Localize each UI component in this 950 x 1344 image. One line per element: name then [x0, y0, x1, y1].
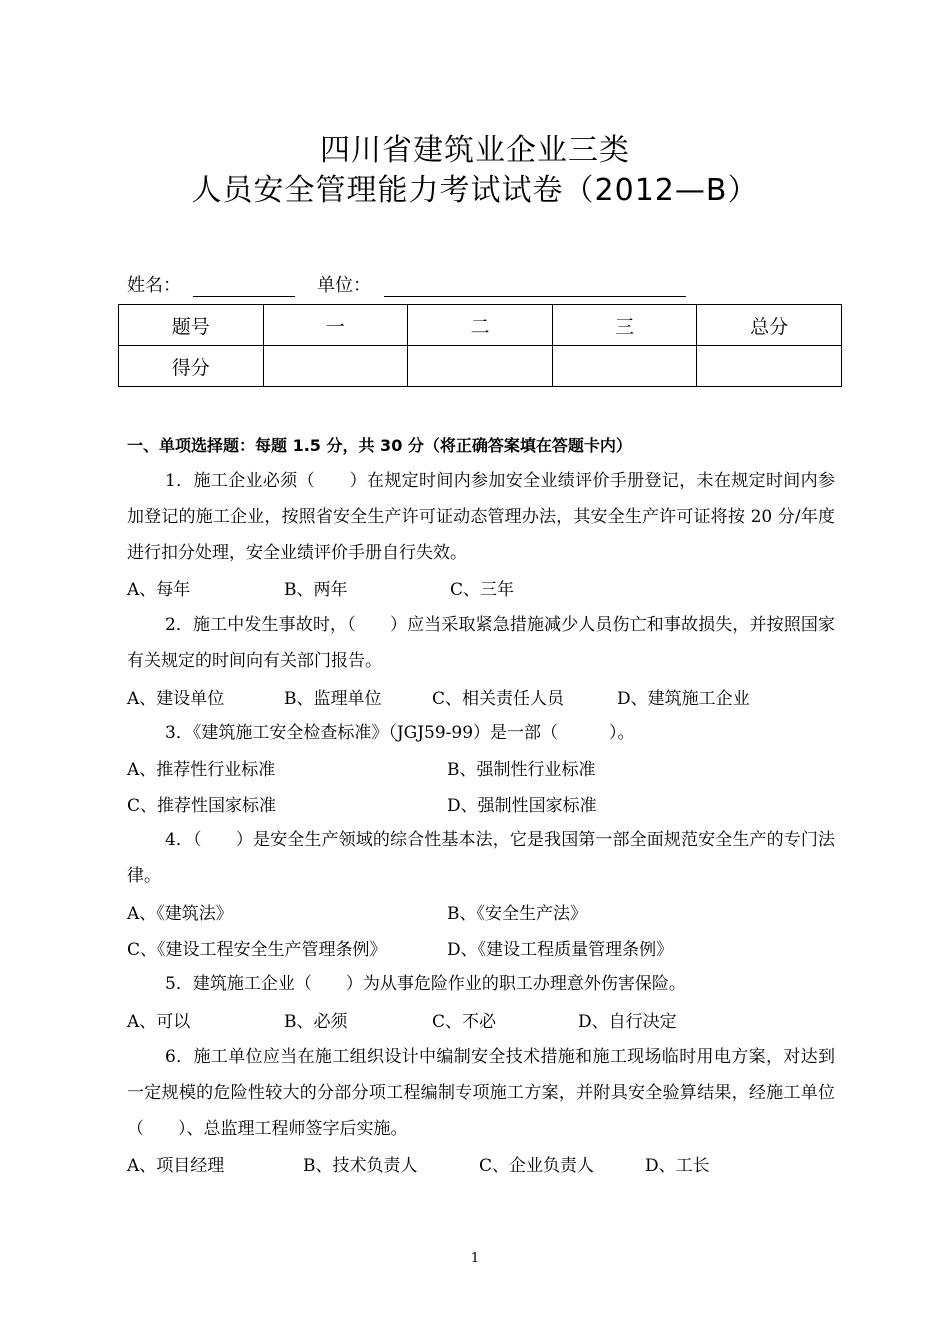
name-blank[interactable]	[193, 296, 295, 297]
q5-option-b: B、必须	[284, 1012, 348, 1032]
question-1-text: 1．施工企业必须（ ）在规定时间内参加安全业绩评价手册登记，未在规定时间内参加登记的施工企业，按照省安全生产许可证动态管理办法，其安全生产许可证将按 20 分/年度进行扣分处理，安全业绩评价手册自行失效。	[127, 471, 835, 563]
page-number: 1	[470, 1251, 480, 1266]
q3-option-d: D、强制性国家标准	[447, 796, 597, 816]
unit-label: 单位：	[317, 275, 371, 296]
question-3-text: 3．《建筑施工安全检查标准》（JGJ59-99）是一部（ ）。	[165, 723, 635, 743]
score-cell-part2[interactable]	[408, 346, 553, 387]
q3-option-b: B、强制性行业标准	[447, 760, 596, 780]
score-table-header-row	[119, 305, 842, 346]
q4-option-d: D、《建设工程质量管理条例》	[447, 940, 674, 960]
q2-option-c: C、相关责任人员	[432, 689, 565, 709]
header-cell-part3: 三	[552, 305, 697, 346]
header-cell-part1: 一	[263, 305, 408, 346]
name-label: 姓名：	[127, 275, 181, 296]
q5-option-d: D、自行决定	[578, 1012, 677, 1032]
q3-option-a: A、推荐性行业标准	[127, 760, 276, 780]
q4-option-a: A、《建筑法》	[127, 904, 233, 924]
score-cell-part1[interactable]	[263, 346, 408, 387]
exam-title-line1: 四川省建筑业企业三类	[320, 133, 630, 168]
q4-option-c: C、《建设工程安全生产管理条例》	[127, 940, 387, 960]
score-table-score-row	[119, 346, 842, 387]
question-5-text: 5．建筑施工企业（ ）为从事危险作业的职工办理意外伤害保险。	[165, 974, 686, 994]
score-table	[118, 304, 842, 387]
unit-blank[interactable]	[384, 296, 686, 297]
q1-option-b: B、两年	[284, 580, 348, 600]
question-4-text: 4．（ ）是安全生产领域的综合性基本法，它是我国第一部全面规范安全生产的专门法律。	[127, 830, 835, 886]
q3-option-c: C、推荐性国家标准	[127, 796, 277, 816]
q6-option-b: B、技术负责人	[303, 1156, 418, 1176]
score-cell-part3[interactable]	[552, 346, 697, 387]
question-6-text: 6．施工单位应当在施工组织设计中编制安全技术措施和施工现场临时用电方案，对达到一定规模的危险性较大的分部分项工程编制专项施工方案，并附具安全验算结果，经施工单位（ ）、总监理工程师签字后实施。	[127, 1047, 835, 1139]
q4-option-b: B、《安全生产法》	[447, 904, 587, 924]
q5-option-c: C、不必	[432, 1012, 497, 1032]
header-cell-question-no: 题号	[119, 305, 264, 346]
q1-option-c: C、三年	[450, 580, 515, 600]
q6-option-d: D、工长	[645, 1156, 710, 1176]
q2-option-a: A、建设单位	[127, 689, 225, 709]
q2-option-b: B、监理单位	[284, 689, 382, 709]
header-cell-part2: 二	[408, 305, 553, 346]
question-2-text: 2．施工中发生事故时，（ ）应当采取紧急措施减少人员伤亡和事故损失，并按照国家有关规定的时间向有关部门报告。	[127, 615, 835, 671]
q5-option-a: A、可以	[127, 1012, 191, 1032]
q1-option-a: A、每年	[127, 580, 191, 600]
q2-option-d: D、建筑施工企业	[617, 689, 750, 709]
score-row-label: 得分	[119, 346, 264, 387]
q6-option-a: A、项目经理	[127, 1156, 225, 1176]
q6-option-c: C、企业负责人	[479, 1156, 595, 1176]
section1-heading: 一、单项选择题：每题 1.5 分，共 30 分（将正确答案填在答题卡内）	[127, 436, 632, 455]
score-cell-total[interactable]	[697, 346, 842, 387]
exam-title-line2: 人员安全管理能力考试试卷（2012—B）	[191, 173, 759, 208]
header-cell-total: 总分	[697, 305, 842, 346]
